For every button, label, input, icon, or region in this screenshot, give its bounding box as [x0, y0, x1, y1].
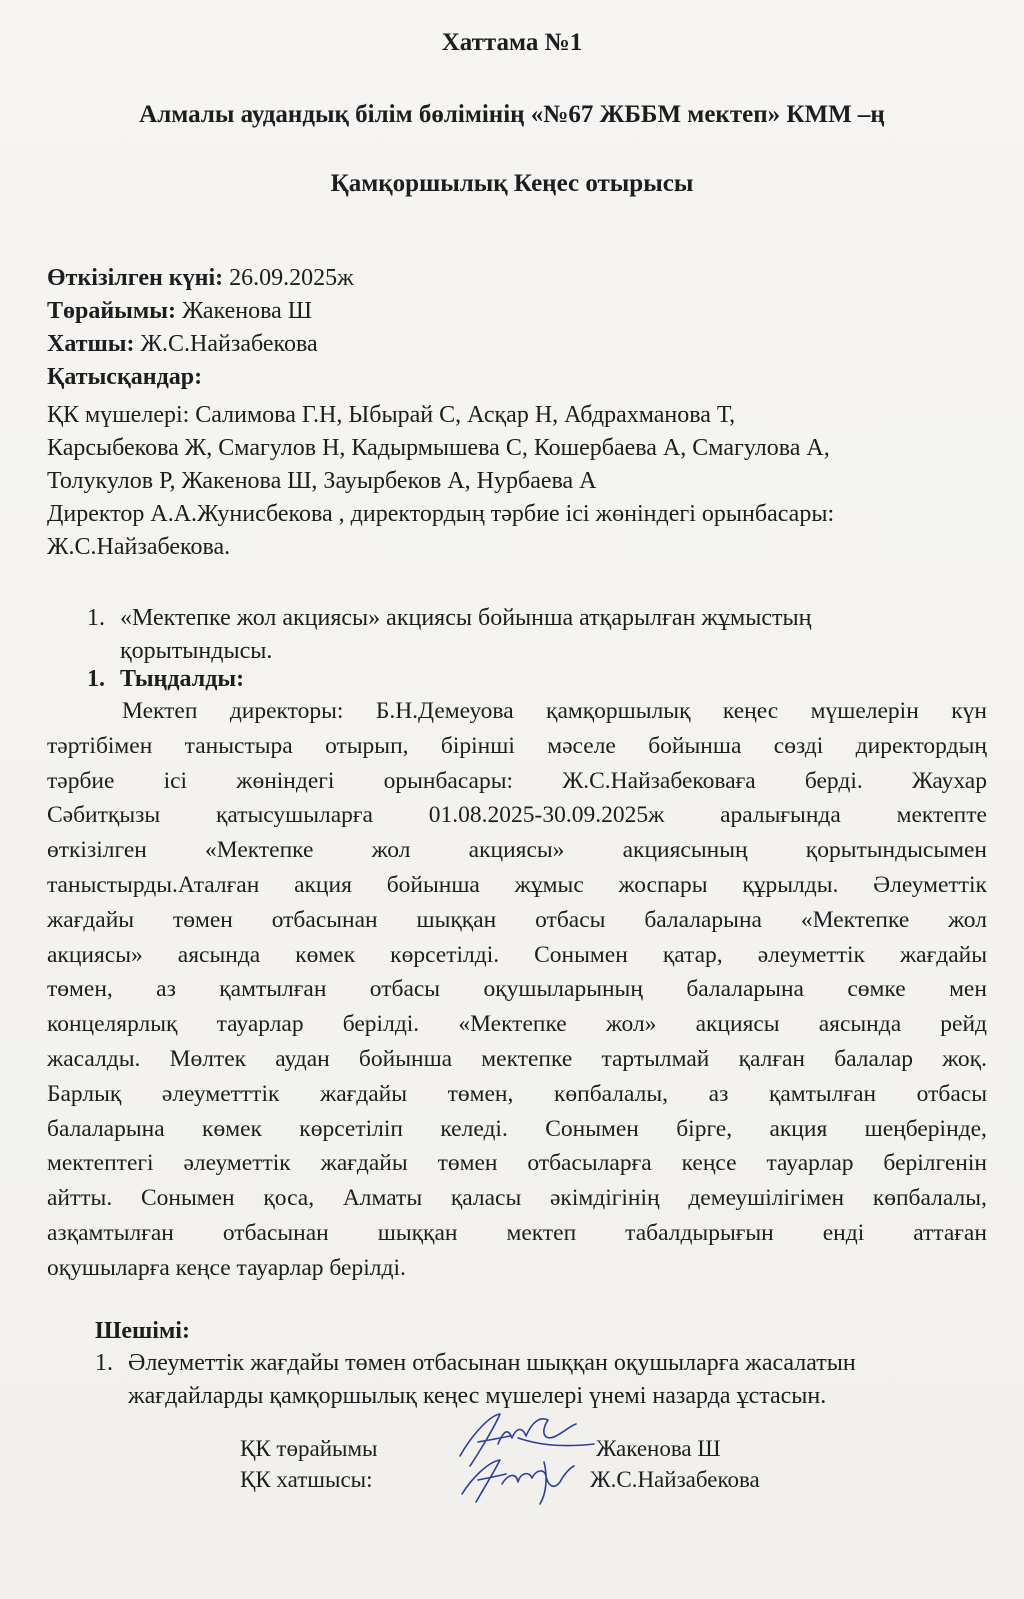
decision-text: Әлеуметтік жағдайы төмен отбасынан шыққан оқушыларға жасалатын: [128, 1350, 856, 1376]
body-word: концелярлық: [47, 1011, 178, 1038]
body-paragraph: [47, 694, 987, 1286]
body-line: [47, 868, 987, 903]
chair-label: Төрайымы:: [47, 298, 176, 324]
participants-row: [47, 361, 354, 394]
chair-role: ҚК төрайымы: [240, 1436, 378, 1461]
members-line: Толукулов Р, Жакенова Ш, Зауырбеков А, Нурбаева А: [47, 468, 597, 494]
body-line: [47, 1007, 987, 1042]
body-line: [47, 694, 987, 729]
body-word: отбасынан: [271, 906, 378, 933]
decision-text: жағдайларды қамқоршылық кеңес мүшелері үнемі назарда ұстасын.: [128, 1383, 827, 1409]
body-line: [47, 764, 987, 799]
director-line: Ж.С.Найзабекова.: [47, 534, 231, 560]
body-word: қамқоршылық: [546, 698, 691, 724]
body-word: азқамтылған: [47, 1219, 174, 1246]
body-word: сөзді: [773, 732, 824, 759]
body-word: қоса,: [263, 1185, 315, 1212]
body-word: таныстырды.Аталған: [47, 871, 260, 898]
body-word: берілгенін: [883, 1150, 987, 1177]
body-word: қатысушыларға: [215, 802, 373, 829]
body-word: Сонымен: [140, 1185, 235, 1212]
body-word: Жаухар: [911, 767, 987, 794]
body-word: мектеп: [506, 1219, 577, 1246]
chair-name: Жакенова Ш: [596, 1436, 721, 1461]
body-word: Сонымен: [534, 941, 628, 968]
agenda-text: қорытындысы.: [120, 638, 273, 664]
body-word: Сәбитқызы: [47, 802, 161, 829]
body-word: жағдайы: [319, 1080, 408, 1107]
body-word: жоқ.: [942, 1045, 987, 1072]
body-word: әлеуметтік: [757, 941, 865, 968]
body-word: демеушілігімен: [688, 1185, 845, 1212]
secretary-label: Хатшы:: [47, 331, 135, 357]
heard-label: Тыңдалды:: [120, 666, 245, 692]
body-word: мектептегі: [47, 1150, 154, 1177]
body-line: оқушыларға кеңсе тауарлар берілді.: [47, 1254, 406, 1281]
body-line: [47, 798, 987, 833]
body-word: жол»: [605, 1011, 657, 1038]
body-word: отбасы: [369, 976, 441, 1003]
secretary-row: [47, 328, 354, 361]
body-line: [47, 1042, 987, 1077]
body-word: құрылды.: [742, 871, 839, 898]
chair-value: Жакенова Ш: [176, 298, 312, 324]
body-word: Әлеуметтік: [873, 871, 987, 898]
body-word: шыққан: [416, 906, 497, 933]
body-word: отбасынан: [222, 1219, 329, 1246]
body-word: Барлық: [47, 1080, 122, 1107]
body-word: 01.08.2025-30.09.2025ж: [428, 802, 665, 829]
body-word: балаларына: [686, 976, 804, 1003]
body-word: мектепке: [481, 1045, 573, 1072]
body-line: [47, 972, 987, 1007]
body-word: балаларына: [47, 1115, 165, 1142]
body-word: аудан: [275, 1045, 330, 1072]
body-word: әлеуметттік: [161, 1080, 280, 1107]
body-word: берді.: [804, 767, 863, 794]
body-word: тауарлар: [766, 1150, 854, 1177]
body-word: акциясы»: [468, 837, 565, 864]
members-line: Карсыбекова Ж, Смагулов Н, Кадырмышева С, Кошербаева А, Смагулова А,: [47, 435, 830, 461]
body-word: жол: [948, 906, 987, 933]
body-word: көмек: [295, 941, 356, 968]
handwritten-signature: [448, 1408, 598, 1508]
body-word: аз: [708, 1080, 729, 1107]
body-word: рейд: [940, 1011, 987, 1038]
body-word: отырып,: [325, 732, 409, 759]
body-word: акция: [294, 871, 352, 898]
body-word: көпбалалы,: [872, 1185, 987, 1212]
body-word: бірге,: [676, 1115, 733, 1142]
body-word: қатар,: [662, 941, 723, 968]
body-word: мәселе: [547, 732, 616, 759]
body-line: [47, 903, 987, 938]
body-word: шеңберінде,: [864, 1115, 987, 1142]
body-word: енді: [822, 1219, 865, 1246]
body-word: жоспары: [618, 871, 708, 898]
body-word: кеңсе: [681, 1150, 737, 1177]
body-word: өткізілген: [47, 837, 147, 864]
secretary-role: ҚК хатшысы:: [240, 1467, 373, 1492]
body-word: Мөлтек: [169, 1045, 247, 1072]
body-word: жұмыс: [514, 871, 584, 898]
body-word: тартылмай: [601, 1045, 710, 1072]
body-line: [47, 1146, 987, 1181]
body-word: ісі: [163, 767, 188, 794]
body-word: әлеуметтік: [183, 1150, 291, 1177]
body-word: жол: [371, 837, 411, 864]
body-word: директоры:: [229, 698, 344, 724]
body-word: отбасы: [916, 1080, 987, 1107]
body-line: [47, 833, 987, 868]
document-title: Хаттама №1: [441, 29, 583, 56]
body-word: акция: [769, 1115, 828, 1142]
body-word: жөніндегі: [236, 767, 335, 794]
body-word: мектепте: [896, 802, 987, 829]
body-word: балаларына: [644, 906, 762, 933]
date-label: Өткізілген күні:: [47, 265, 224, 291]
body-word: акциясы»: [47, 941, 143, 968]
body-word: аясында: [818, 1011, 902, 1038]
agenda-text: «Мектепке жол акциясы» акциясы бойынша атқарылған жұмыстың: [120, 605, 812, 631]
body-word: табалдырығын: [625, 1219, 774, 1246]
body-word: сөмке: [847, 976, 906, 1003]
body-word: бірінші: [440, 732, 515, 759]
body-word: шыққан: [377, 1219, 458, 1246]
body-word: берілді.: [342, 1011, 420, 1038]
body-word: акциясының: [622, 837, 748, 864]
body-line: [47, 729, 987, 764]
heard-number: 1.: [87, 666, 105, 692]
body-word: отбасы: [535, 906, 606, 933]
body-word: кеңес: [722, 698, 779, 724]
body-word: аттаған: [913, 1219, 987, 1246]
body-word: төмен,: [47, 976, 113, 1003]
body-word: күн: [951, 698, 987, 724]
body-word: бойынша: [386, 871, 480, 898]
date-value: 26.09.2025ж: [223, 265, 354, 291]
body-word: таныстыра: [184, 732, 293, 759]
body-word: төмен,: [447, 1080, 514, 1107]
body-word: Мектеп: [122, 698, 198, 724]
body-word: мүшелерін: [810, 698, 919, 724]
body-word: қамтылған: [768, 1080, 877, 1107]
secretary-value: Ж.С.Найзабекова: [134, 331, 318, 357]
decision-number: 1.: [95, 1350, 113, 1376]
body-word: жасалды.: [47, 1045, 141, 1072]
body-word: төмен: [172, 906, 233, 933]
chair-row: [47, 295, 354, 328]
body-word: келеді.: [440, 1115, 508, 1142]
body-word: «Мектепке: [205, 837, 314, 864]
body-word: Алматы: [342, 1185, 423, 1212]
body-word: айтты.: [47, 1185, 113, 1212]
body-word: көрсетілді.: [390, 941, 500, 968]
body-line: [47, 1077, 987, 1112]
body-word: мен: [949, 976, 987, 1003]
body-word: әкімдігінің: [550, 1185, 660, 1212]
secretary-name: Ж.С.Найзабекова: [590, 1467, 760, 1492]
date-row: [47, 262, 354, 295]
body-word: тәртібімен: [47, 732, 153, 759]
organization-title: Алмалы аудандық білім бөлімінің «№67 ЖББМ мектеп» КММ –ң: [139, 101, 885, 128]
body-word: аз: [156, 976, 176, 1003]
members-list: [47, 399, 992, 564]
body-word: жағдайы: [320, 1150, 408, 1177]
body-word: жағдайы: [899, 941, 987, 968]
body-word: орынбасары:: [383, 767, 514, 794]
body-word: көпбалалы,: [553, 1080, 669, 1107]
body-word: тауарлар: [216, 1011, 304, 1038]
body-word: жағдайы: [47, 906, 135, 933]
body-word: бойынша: [358, 1045, 453, 1072]
body-line: [47, 1112, 987, 1147]
body-word: аясында: [177, 941, 261, 968]
body-word: қорытындысымен: [805, 837, 987, 864]
body-word: «Мектепке: [800, 906, 910, 933]
body-word: балалар: [834, 1045, 914, 1072]
body-word: бойынша: [648, 732, 742, 759]
body-word: Ж.С.Найзабековаға: [562, 767, 756, 794]
body-word: директордың: [855, 732, 987, 759]
agenda-number: 1.: [87, 605, 105, 631]
body-word: оқушыларының: [483, 976, 643, 1003]
body-line: [47, 938, 987, 973]
body-word: қамтылған: [219, 976, 327, 1003]
meeting-info: [47, 262, 354, 394]
body-word: көрсетіліп: [299, 1115, 403, 1142]
body-word: отбасыларға: [527, 1150, 652, 1177]
body-word: Сонымен: [545, 1115, 639, 1142]
body-word: тәрбие: [47, 767, 115, 794]
participants-label: Қатысқандар:: [47, 364, 203, 390]
body-line: [47, 1181, 987, 1216]
body-word: «Мектепке: [458, 1011, 567, 1038]
body-word: қаласы: [450, 1185, 522, 1212]
body-word: төмен: [437, 1150, 498, 1177]
members-line: ҚК мүшелері: Салимова Г.Н, Ыбырай С, Асқар Н, Абдрахманова Т,: [47, 402, 736, 428]
body-word: Б.Н.Демеуова: [375, 698, 514, 724]
body-word: көмек: [202, 1115, 262, 1142]
body-word: қалған: [738, 1045, 805, 1072]
body-line: [47, 1216, 987, 1251]
director-line: Директор А.А.Жунисбекова , директордың тәрбие ісі жөніндегі орынбасары:: [47, 501, 835, 527]
meeting-title: Қамқоршылық Кеңес отырысы: [330, 170, 694, 197]
body-word: аралығында: [720, 802, 841, 829]
decision-title: Шешімі:: [95, 1318, 190, 1344]
body-word: акциясы: [695, 1011, 780, 1038]
